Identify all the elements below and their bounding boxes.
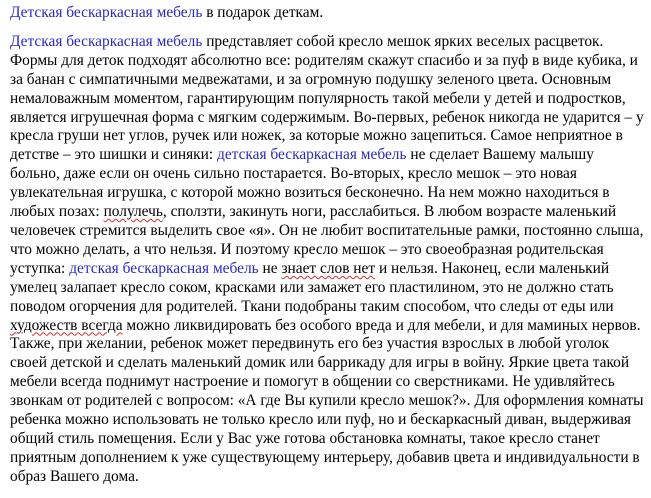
body-text-5: и нельзя. Наконец, если маленький умелец залапает кресло соком, красками или замажет его пластилином, это не должно стать поводом огорчения для родителей. Ткани подобраны таким способом, что следы от еды или: [10, 259, 614, 315]
body-link-3[interactable]: детская бескаркасная мебель: [69, 259, 259, 277]
title-text: в подарок деткам.: [202, 4, 324, 21]
body-text-1: представляет собой кресло мешок ярких веселых расцветок. Формы для деток подходят абсолютно все: родителям скажут спасибо и за пуф в виде кубика, и за банан с симпатичными медвежатами, и за огромную подушку зеленого цвета. Основным немаловажным моментом, гарантирующим популярность такой мебели у детей и подростков, является игрушечная форма с мягким содержимым. Во-первых, ребенок никогда не ударится – у кресла груши нет углов, ручек или ножек, за которые можно зацепиться. Самое неприятное в детстве – это шишки и синяки:: [10, 32, 644, 164]
body-text-6: можно ликвидировать без особого вреда и для мебели, и для маминых нервов. Также, при желании, ребенок может передвинуть его без участия взрослых в любой уголок своей детской и сделать маленький домик или баррикаду для игры в войну. Яркие цвета такой мебели всегда поднимут настроение и помогут в общении со сверстниками. Не удивляйтесь звонкам от родителей с вопросом: «А где Вы купили кресло мешок?». Для оформления комнаты ребенка можно использовать не только кресло или пуф, но и бескаркасный диван, выдерживая общий стиль помещения. Если у Вас уже готова обстановка комнаты, такое кресло станет приятным дополнением к уже существующему интерьеру, добавив цвета и индивидуальности в образ Вашего дома.: [10, 316, 644, 485]
body-text-2: не сделает Вашему малышу больно, даже если он очень сильно постарается. Во-вторых, кресло мешок – это новая увлекательная игрушка, с которой можно возиться бесконечно. На нем можно находиться в любых позах:: [10, 146, 610, 221]
spellcheck-word-2: знает слов нет: [281, 259, 376, 277]
body-link-2[interactable]: детская бескаркасная мебель: [217, 146, 407, 164]
body-link-1[interactable]: Детская бескаркасная мебель: [10, 32, 203, 50]
spellcheck-word-1: полулечь: [103, 203, 163, 221]
document: [10, 4, 644, 487]
spellcheck-word-3: художеств всегда: [10, 316, 123, 334]
title-link[interactable]: Детская бескаркасная мебель: [10, 4, 203, 21]
body-text-4: не: [258, 259, 282, 277]
body-paragraph: [10, 33, 644, 487]
body-text-3: , сползти, закинуть ноги, расслабиться. В любом возрасте маленький человечек стремится выделить свое «я». Он не любит воспитательные рамки, постоянно слыша, что можно делать, а что нельзя. И поэтому кресло мешок – это своеобразная родительская уступка:: [10, 203, 644, 277]
document-title: [10, 4, 644, 23]
